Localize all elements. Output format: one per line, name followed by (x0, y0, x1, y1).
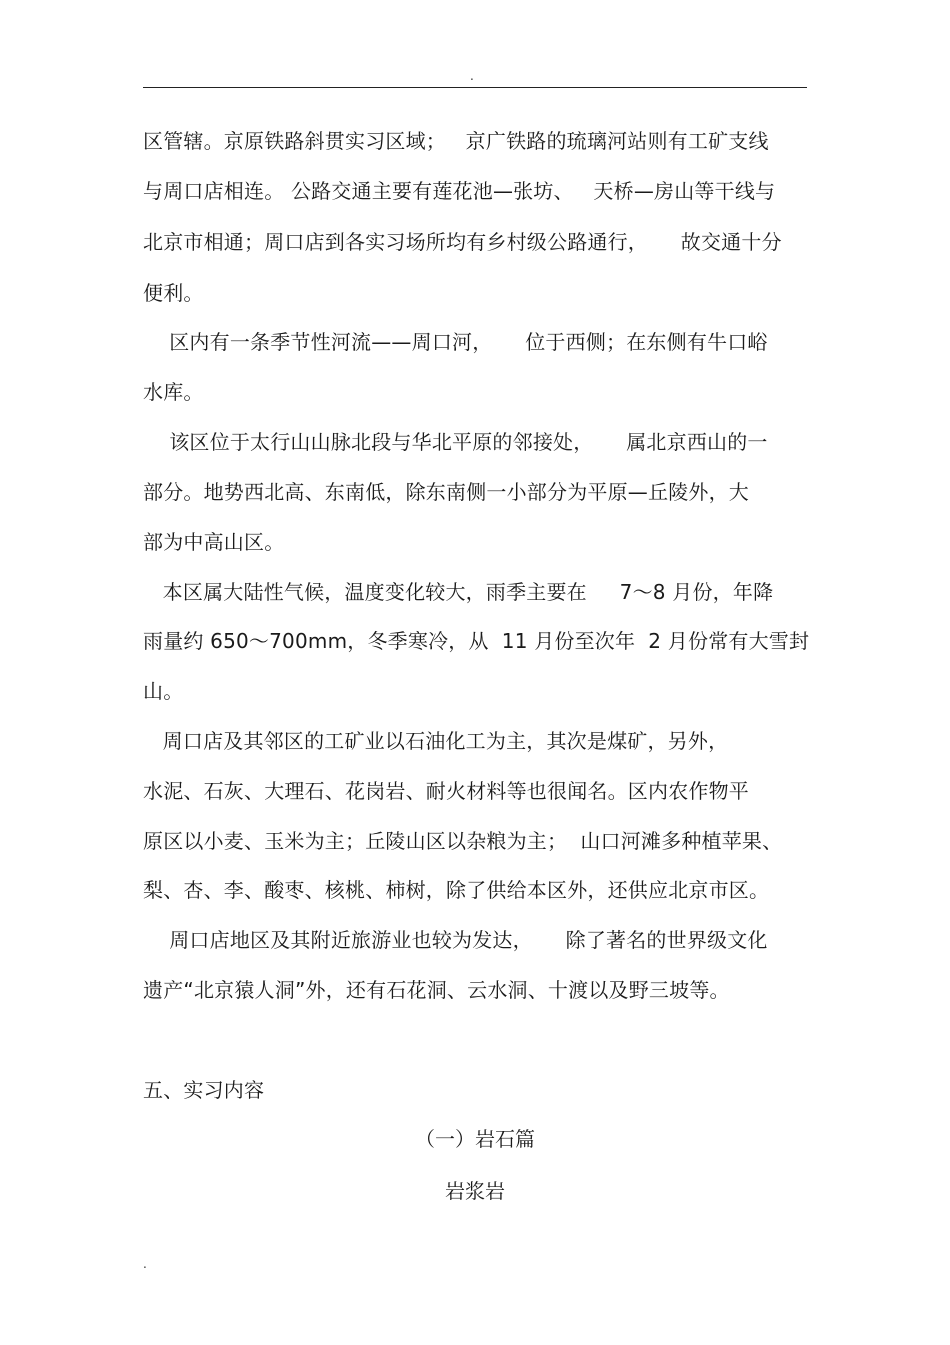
paragraph-line: 水库。 (143, 380, 204, 404)
paragraph-line: 与周口店相连。 公路交通主要有莲花池—张坊、 天桥—房山等干线与 (143, 179, 776, 203)
paragraph-line: 遗产“北京猿人洞”外，还有石花洞、云水洞、十渡以及野三坡等。 (143, 978, 730, 1002)
paragraph-line: 部分。地势西北高、东南低，除东南侧一小部分为平原—丘陵外，大 (143, 480, 749, 504)
header-rule (143, 87, 807, 88)
paragraph-line: 梨、杏、李、酸枣、核桃、柿树，除了供给本区外，还供应北京市区。 (143, 878, 770, 902)
header-mark: . (470, 69, 474, 83)
subheading-igneous: 岩浆岩 (445, 1179, 505, 1203)
paragraph-line: 原区以小麦、玉米为主；丘陵山区以杂粮为主； 山口河滩多种植苹果、 (143, 829, 783, 853)
paragraph-line: 区管辖。京原铁路斜贯实习区域； 京广铁路的琉璃河站则有工矿支线 (143, 129, 769, 153)
paragraph-line: 水泥、石灰、大理石、花岗岩、耐火材料等也很闻名。区内农作物平 (143, 779, 749, 803)
paragraph-line: 雨量约 650～700mm，冬季寒冷，从 11 月份至次年 2 月份常有大雪封 (143, 629, 810, 653)
paragraph-line: 该区位于太行山山脉北段与华北平原的邻接处， 属北京西山的一 (143, 430, 768, 454)
paragraph-line: 区内有一条季节性河流——周口河， 位于西侧；在东侧有牛口峪 (143, 330, 768, 354)
paragraph-line: 北京市相通；周口店到各实习场所均有乡村级公路通行， 故交通十分 (143, 230, 782, 254)
paragraph-line: 部为中高山区。 (143, 530, 285, 554)
footer-mark: . (143, 1257, 147, 1271)
paragraph-line: 周口店地区及其附近旅游业也较为发达， 除了著名的世界级文化 (143, 928, 768, 952)
paragraph-line: 山。 (143, 679, 184, 703)
subheading-rocks: （一）岩石篇 (415, 1127, 535, 1151)
paragraph-line: 便利。 (143, 281, 204, 305)
section-heading: 五、实习内容 (143, 1078, 265, 1102)
paragraph-line: 周口店及其邻区的工矿业以石油化工为主，其次是煤矿，另外， (143, 729, 729, 753)
paragraph-line: 本区属大陆性气候，温度变化较大，雨季主要在 7～8 月份，年降 (143, 580, 774, 604)
